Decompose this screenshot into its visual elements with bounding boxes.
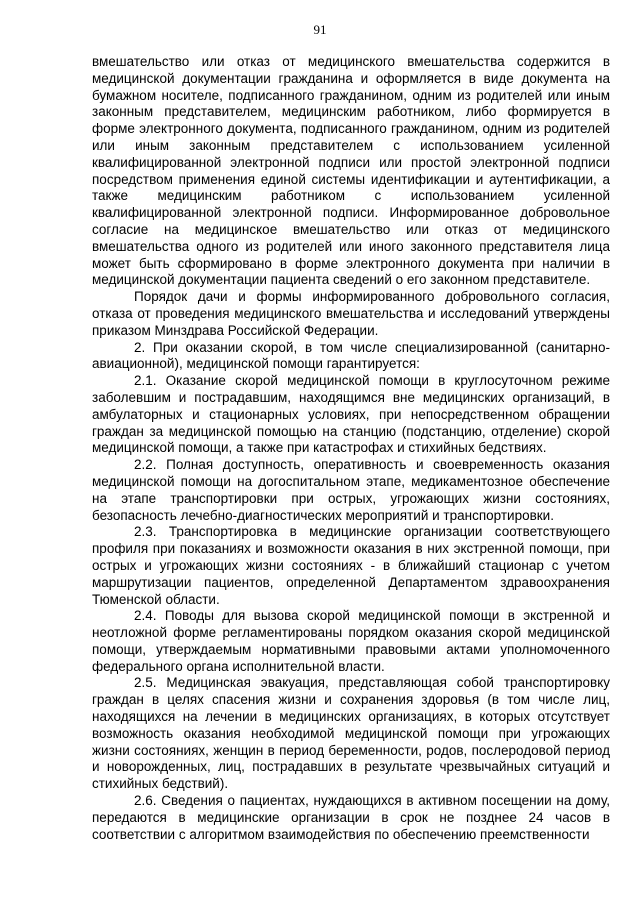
- page-number: 91: [313, 22, 327, 37]
- paragraph-item-2-2: 2.2. Полная доступность, оперативность и своевременность оказания медицинской помощи на догоспитальном этапе, медикаментозное обеспечение на этапе транспортировки при острых, угрожающих жизни состояниях, безопасность лечебно-диагностических мероприятий и транспортировки.: [92, 457, 610, 523]
- paragraph-item-2-4: 2.4. Поводы для вызова скорой медицинской помощи в экстренной и неотложной форме регламентированы порядком оказания скорой медицинской помощи, утверждаемым нормативными правовыми актами уполномоченного федерального органа исполнительной власти.: [92, 608, 610, 674]
- paragraph-item-2-5: 2.5. Медицинская эвакуация, представляющая собой транспортировку граждан в целях спасения жизни и сохранения здоровья (в том числе лиц, находящихся на лечении в медицинских организациях, в которых отсутствует возможность оказания необходимой медицинской помощи при угрожающих жизни состояниях, женщин в период беременности, родов, послеродовой период и новорожденных, лиц, пострадавших в результате чрезвычайных ситуаций и стихийных бедствий).: [92, 675, 610, 792]
- paragraph-consent-order: Порядок дачи и формы информированного добровольного согласия, отказа от проведения медицинского вмешательства и исследований утверждены приказом Минздрава Российской Федерации.: [92, 289, 610, 338]
- document-body: [92, 54, 610, 843]
- paragraph-section-2: 2. При оказании скорой, в том числе специализированной (санитарно-авиационной), медицинской помощи гарантируется:: [92, 339, 610, 372]
- paragraph-item-2-1: 2.1. Оказание скорой медицинской помощи в круглосуточном режиме заболевшим и пострадавшим, находящимся вне медицинских организаций, в амбулаторных и стационарных условиях, при непосредственном обращении граждан за медицинской помощью на станцию (подстанцию, отделение) скорой медицинской помощи, а также при катастрофах и стихийных бедствиях.: [92, 373, 610, 456]
- paragraph-item-2-6: 2.6. Сведения о пациентах, нуждающихся в активном посещении на дому, передаются в медицинские организации в срок не позднее 24 часов в соответствии с алгоритмом взаимодействия по обеспечению преемственности: [92, 793, 610, 842]
- paragraph-consent-continuation: вмешательство или отказ от медицинского вмешательства содержится в медицинской документации гражданина и оформляется в виде документа на бумажном носителе, подписанного гражданином, одним из родителей или иным законным представителем, медицинским работником, либо формируется в форме электронного документа, подписанного гражданином, одним из родителей или иным законным представителем с использованием усиленной квалифицированной электронной подписи или простой электронной подписи посредством применения единой системы идентификации и аутентификации, а также медицинским работником с использованием усиленной квалифицированной электронной подписи. Информированное добровольное согласие на медицинское вмешательство или отказ от медицинского вмешательства одного из родителей или иного законного представителя лица может быть сформировано в форме электронного документа при наличии в медицинской документации пациента сведений о его законном представителе.: [92, 54, 610, 288]
- paragraph-item-2-3: 2.3. Транспортировка в медицинские организации соответствующего профиля при показаниях и возможности оказания в них экстренной помощи, при острых и угрожающих жизни состояниях - в ближайший стационар с учетом маршрутизации пациентов, определенной Департаментом здравоохранения Тюменской области.: [92, 524, 610, 607]
